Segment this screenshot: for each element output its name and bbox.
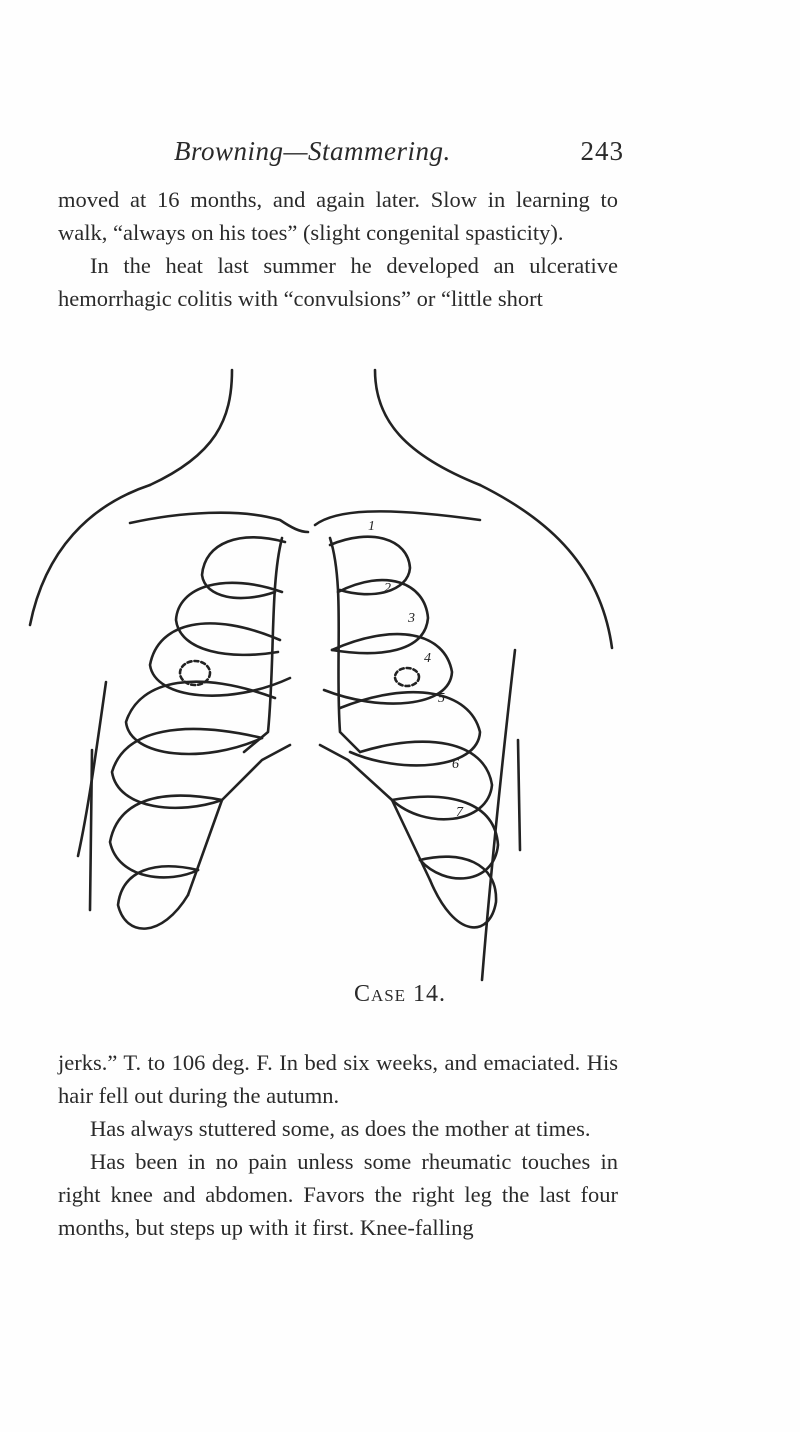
right-rib-1 [330, 537, 410, 594]
clavicle-left [130, 513, 308, 532]
sternum-left-edge [244, 538, 282, 752]
paragraph: In the heat last summer he developed an ulcerative hemorrhagic colitis with “convulsions” or “little short [58, 253, 618, 311]
shoulder-right-outline [480, 485, 612, 648]
clavicle-right [315, 511, 480, 525]
torso-right-inner-outline [518, 740, 520, 850]
text-block-top [58, 183, 618, 315]
rib-cage-figure [0, 360, 800, 1000]
costal-arch-left [188, 745, 290, 895]
running-head [174, 136, 624, 176]
paragraph: Has always stuttered some, as does the mother at times. [90, 1116, 591, 1141]
left-rib-4 [126, 682, 275, 754]
rib-cage-drawing [0, 360, 800, 1000]
rib-label-5: 5 [438, 691, 445, 706]
neck-right-outline [375, 370, 480, 485]
right-rib-5 [360, 742, 492, 820]
torso-left-inner-outline [90, 750, 92, 910]
right-rib-7 [420, 857, 496, 928]
text-block-bottom [58, 1046, 618, 1244]
rib-label-4: 4 [424, 651, 431, 666]
paragraph: Has been in no pain unless some rheumatic touches in right knee and abdomen. Favors the right leg the last four months, but steps up with it first. Knee-falling [58, 1149, 618, 1240]
paragraph-continuation: moved at 16 months, and again later. Slow in learning to walk, “always on his toes” (slight congenital spasticity). [58, 187, 618, 245]
neck-left-outline [150, 370, 232, 485]
rib-label-3: 3 [408, 611, 415, 626]
shoulder-left-outline [30, 485, 150, 625]
paragraph-continuation: jerks.” T. to 106 deg. F. In bed six weeks, and emaciated. His hair fell out during the autumn. [58, 1050, 618, 1108]
page-number: 243 [580, 136, 624, 166]
rib-label-2: 2 [384, 581, 391, 596]
figure-caption [0, 981, 800, 1008]
rib-label-7: 7 [456, 805, 463, 820]
marked-spot-right-chest [395, 668, 419, 686]
figure-caption-text: Case 14. [353, 981, 447, 1007]
rib-label-6: 6 [452, 757, 459, 772]
rib-label-1: 1 [368, 519, 375, 534]
running-title: Browning—Stammering. [174, 136, 451, 166]
